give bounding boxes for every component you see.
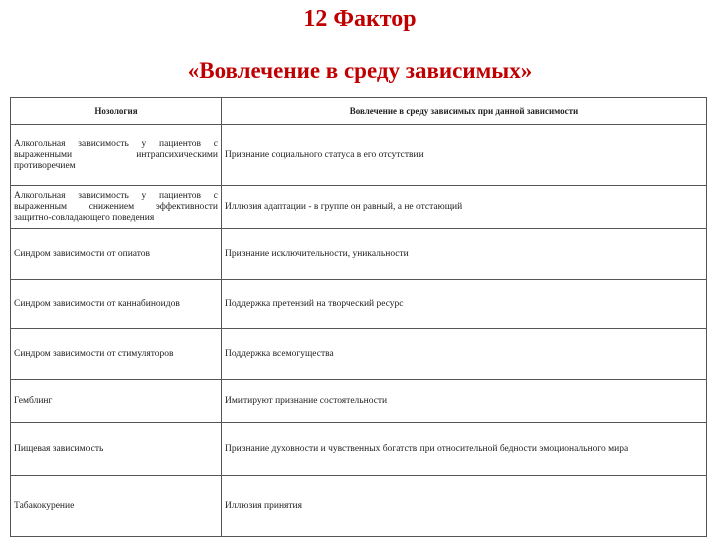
row-involvement: Иллюзия адаптации - в группе он равный, а не отстающий: [222, 186, 707, 229]
slide-subtitle: «Вовлечение в среду зависимых»: [187, 58, 533, 83]
row-involvement: Признание исключительности, уникальности: [222, 229, 707, 280]
factor-table: [10, 97, 707, 537]
table-header-row: [11, 98, 707, 125]
table-row: [11, 125, 707, 186]
row-nosology: Синдром зависимости от стимуляторов: [11, 329, 222, 380]
row-nosology: Синдром зависимости от каннабиноидов: [11, 280, 222, 329]
row-nosology: Синдром зависимости от опиатов: [11, 229, 222, 280]
slide-title: 12 Фактор: [303, 6, 417, 32]
table-row: [11, 280, 707, 329]
row-involvement: Признание духовности и чувственных богатств при относительной бедности эмоционального мира: [222, 423, 707, 476]
table-row: [11, 329, 707, 380]
row-nosology: Табакокурение: [11, 476, 222, 537]
row-involvement: Иллюзия принятия: [222, 476, 707, 537]
row-involvement: Признание социального статуса в его отсутствии: [222, 125, 707, 186]
row-involvement: Имитируют признание состоятельности: [222, 380, 707, 423]
row-involvement: Поддержка претензий на творческий ресурс: [222, 280, 707, 329]
table-row: [11, 186, 707, 229]
header-nosology: Нозология: [11, 98, 222, 125]
table-row: [11, 229, 707, 280]
header-involvement: Вовлечение в среду зависимых при данной зависимости: [222, 98, 707, 125]
table-row: [11, 476, 707, 537]
row-nosology: Алкогольная зависимость у пациентов с выраженным снижением эффективности защитно-совладающего поведения: [11, 186, 222, 229]
row-nosology: Алкогольная зависимость у пациентов с выраженными интрапсихическими противоречием: [11, 125, 222, 186]
row-nosology: Пищевая зависимость: [11, 423, 222, 476]
row-involvement: Поддержка всемогущества: [222, 329, 707, 380]
table-row: [11, 423, 707, 476]
table-row: [11, 380, 707, 423]
row-nosology: Гемблинг: [11, 380, 222, 423]
